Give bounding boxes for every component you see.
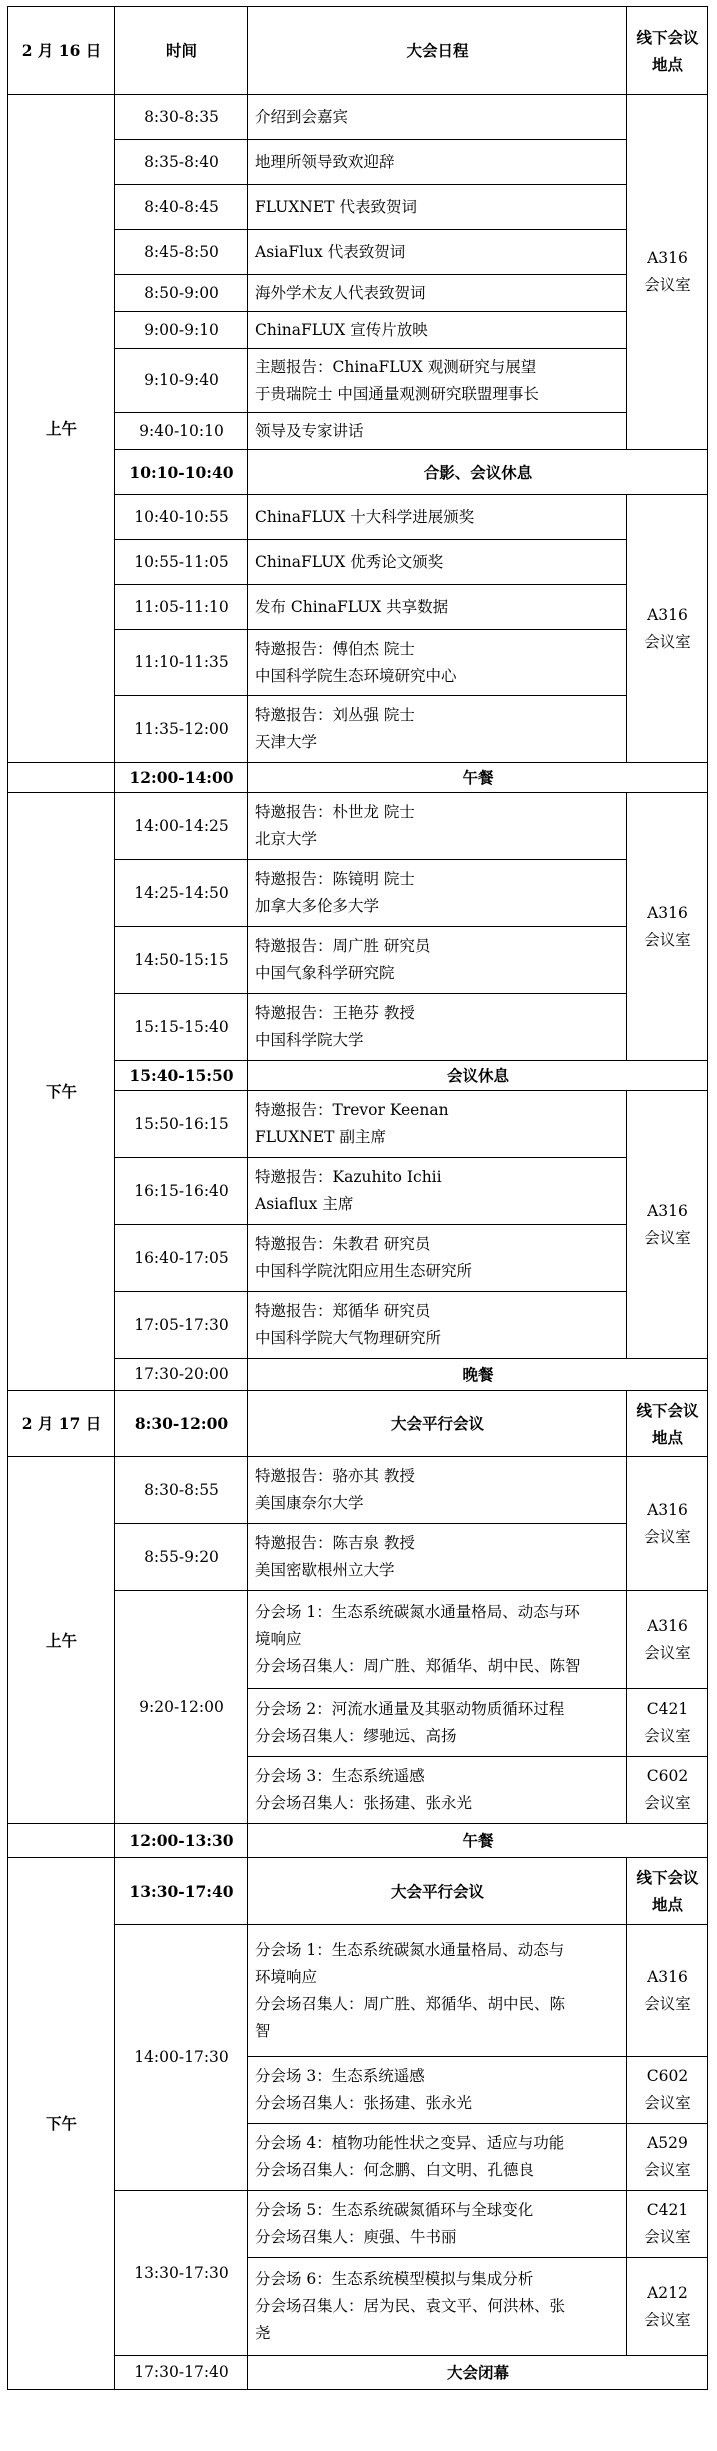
time-cell: 12:00-13:30 [115, 1824, 248, 1858]
agenda-cell: 地理所领导致欢迎辞 [248, 140, 627, 185]
venue-cell: C421 会议室 [627, 2191, 708, 2258]
morning-label: 上午 [8, 1457, 115, 1824]
lunch-cell: 午餐 [248, 1824, 708, 1858]
time-cell: 10:55-11:05 [115, 540, 248, 585]
agenda-cell: 特邀报告：陈镜明 院士 加拿大多伦多大学 [248, 860, 627, 927]
time-cell: 11:10-11:35 [115, 630, 248, 696]
time-cell: 16:15-16:40 [115, 1158, 248, 1225]
time-cell: 13:30-17:30 [115, 2191, 248, 2356]
time-header: 13:30-17:40 [115, 1858, 248, 1925]
blank-cell [8, 763, 115, 793]
agenda-header: 大会平行会议 [248, 1391, 627, 1457]
agenda-cell: 分会场 5：生态系统碳氮循环与全球变化 分会场召集人：庾强、牛书丽 [248, 2191, 627, 2258]
agenda-cell: 分会场 2：河流水通量及其驱动物质循环过程 分会场召集人：缪驰远、高扬 [248, 1689, 627, 1757]
agenda-cell: 特邀报告：刘丛强 院士 天津大学 [248, 696, 627, 763]
agenda-cell: 特邀报告：陈吉泉 教授 美国密歇根州立大学 [248, 1524, 627, 1591]
time-cell: 8:30-8:55 [115, 1457, 248, 1524]
venue-cell: A529 会议室 [627, 2124, 708, 2191]
afternoon-label: 下午 [8, 793, 115, 1391]
time-cell: 17:05-17:30 [115, 1292, 248, 1359]
time-cell: 14:00-17:30 [115, 1925, 248, 2191]
venue-cell: C602 会议室 [627, 1757, 708, 1824]
agenda-cell: 介绍到会嘉宾 [248, 95, 627, 140]
venue-cell: C602 会议室 [627, 2057, 708, 2124]
time-cell: 8:50-9:00 [115, 275, 248, 312]
time-cell: 8:40-8:45 [115, 185, 248, 230]
time-cell: 11:35-12:00 [115, 696, 248, 763]
time-cell: 15:50-16:15 [115, 1091, 248, 1158]
agenda-cell: 主题报告：ChinaFLUX 观测研究与展望 于贵瑞院士 中国通量观测研究联盟理事长 [248, 349, 627, 413]
time-cell: 9:40-10:10 [115, 413, 248, 450]
time-header: 8:30-12:00 [115, 1391, 248, 1457]
time-cell: 8:45-8:50 [115, 230, 248, 275]
agenda-cell: 特邀报告：骆亦其 教授 美国康奈尔大学 [248, 1457, 627, 1524]
time-header: 时间 [115, 7, 248, 95]
time-cell: 14:00-14:25 [115, 793, 248, 860]
blank-cell [8, 1824, 115, 1858]
agenda-cell: AsiaFlux 代表致贺词 [248, 230, 627, 275]
time-cell: 17:30-20:00 [115, 1359, 248, 1391]
break-cell: 会议休息 [248, 1061, 708, 1091]
break-cell: 合影、会议休息 [248, 450, 708, 495]
time-cell: 9:10-9:40 [115, 349, 248, 413]
venue-header: 线下会议 地点 [627, 1858, 708, 1925]
venue-cell: A316 会议室 [627, 495, 708, 763]
venue-cell: A316 会议室 [627, 1457, 708, 1591]
time-cell: 14:50-15:15 [115, 927, 248, 994]
time-cell: 9:00-9:10 [115, 312, 248, 349]
time-cell: 8:30-8:35 [115, 95, 248, 140]
lunch-cell: 午餐 [248, 763, 708, 793]
agenda-cell: 特邀报告：周广胜 研究员 中国气象科学研究院 [248, 927, 627, 994]
time-cell: 15:15-15:40 [115, 994, 248, 1061]
time-cell: 14:25-14:50 [115, 860, 248, 927]
agenda-cell: 分会场 3：生态系统遥感 分会场召集人：张扬建、张永光 [248, 1757, 627, 1824]
venue-cell: C421 会议室 [627, 1689, 708, 1757]
time-cell: 17:30-17:40 [115, 2356, 248, 2390]
date-cell: 2 月 16 日 [8, 7, 115, 95]
agenda-cell: 特邀报告：傅伯杰 院士 中国科学院生态环境研究中心 [248, 630, 627, 696]
venue-header: 线下会议 地点 [627, 7, 708, 95]
agenda-cell: 发布 ChinaFLUX 共享数据 [248, 585, 627, 630]
time-cell: 9:20-12:00 [115, 1591, 248, 1824]
dinner-cell: 晚餐 [248, 1359, 708, 1391]
schedule-table [7, 6, 708, 2390]
agenda-cell: 特邀报告：Trevor Keenan FLUXNET 副主席 [248, 1091, 627, 1158]
agenda-cell: 特邀报告：王艳芬 教授 中国科学院大学 [248, 994, 627, 1061]
agenda-cell: 特邀报告：Kazuhito Ichii Asiaflux 主席 [248, 1158, 627, 1225]
time-cell: 11:05-11:10 [115, 585, 248, 630]
agenda-cell: 分会场 6：生态系统模型模拟与集成分析 分会场召集人：居为民、袁文平、何洪林、张 尧 [248, 2258, 627, 2356]
venue-cell: A316 会议室 [627, 1091, 708, 1359]
agenda-cell: 分会场 1：生态系统碳氮水通量格局、动态与环 境响应 分会场召集人：周广胜、郑循华、胡中民、陈智 [248, 1591, 627, 1689]
time-cell: 10:10-10:40 [115, 450, 248, 495]
agenda-cell: ChinaFLUX 宣传片放映 [248, 312, 627, 349]
agenda-cell: 分会场 3：生态系统遥感 分会场召集人：张扬建、张永光 [248, 2057, 627, 2124]
time-cell: 10:40-10:55 [115, 495, 248, 540]
agenda-header: 大会日程 [248, 7, 627, 95]
time-cell: 8:55-9:20 [115, 1524, 248, 1591]
agenda-cell: FLUXNET 代表致贺词 [248, 185, 627, 230]
date-cell: 2 月 17 日 [8, 1391, 115, 1457]
agenda-cell: 海外学术友人代表致贺词 [248, 275, 627, 312]
afternoon-label: 下午 [8, 1858, 115, 2390]
agenda-cell: 分会场 4：植物功能性状之变异、适应与功能 分会场召集人：何念鹏、白文明、孔德良 [248, 2124, 627, 2191]
time-cell: 15:40-15:50 [115, 1061, 248, 1091]
venue-cell: A212 会议室 [627, 2258, 708, 2356]
agenda-cell: 领导及专家讲话 [248, 413, 627, 450]
time-cell: 16:40-17:05 [115, 1225, 248, 1292]
venue-cell: A316 会议室 [627, 1591, 708, 1689]
venue-cell: A316 会议室 [627, 95, 708, 450]
venue-cell: A316 会议室 [627, 1925, 708, 2057]
closing-cell: 大会闭幕 [248, 2356, 708, 2390]
time-cell: 8:35-8:40 [115, 140, 248, 185]
agenda-cell: 特邀报告：郑循华 研究员 中国科学院大气物理研究所 [248, 1292, 627, 1359]
agenda-cell: 特邀报告：朱教君 研究员 中国科学院沈阳应用生态研究所 [248, 1225, 627, 1292]
agenda-cell: ChinaFLUX 十大科学进展颁奖 [248, 495, 627, 540]
time-cell: 12:00-14:00 [115, 763, 248, 793]
venue-header: 线下会议 地点 [627, 1391, 708, 1457]
agenda-cell: ChinaFLUX 优秀论文颁奖 [248, 540, 627, 585]
agenda-cell: 分会场 1：生态系统碳氮水通量格局、动态与 环境响应 分会场召集人：周广胜、郑循华、胡中民、陈 智 [248, 1925, 627, 2057]
morning-label: 上午 [8, 95, 115, 763]
agenda-cell: 特邀报告：朴世龙 院士 北京大学 [248, 793, 627, 860]
venue-cell: A316 会议室 [627, 793, 708, 1061]
agenda-header: 大会平行会议 [248, 1858, 627, 1925]
